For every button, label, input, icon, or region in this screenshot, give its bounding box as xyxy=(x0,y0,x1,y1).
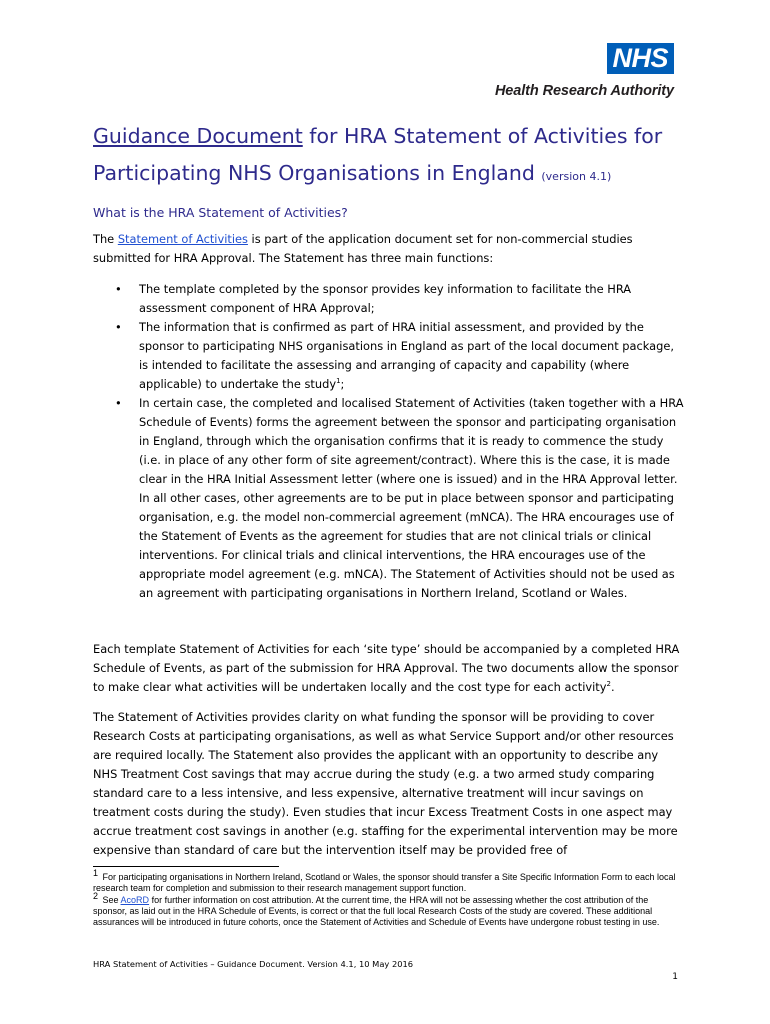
paragraph-text: Each template Statement of Activities for each ‘site type’ should be accompanied by a completed HRA Schedule of Events, as part of the submission for HRA Approval. The two documents allow the sponsor to make clear what activities will be undertaken locally and the cost type for each activity xyxy=(93,642,680,694)
footnotes xyxy=(93,868,683,928)
functions-list xyxy=(93,280,685,603)
list-item-text: The information that is confirmed as part of HRA initial assessment, and provided by the sponsor to participating NHS organisations in England as part of the local document package, is intended to facilitate the assessing and arranging of capacity and capability (where applicable) to undertake the study xyxy=(139,320,675,391)
statement-of-activities-link[interactable]: Statement of Activities xyxy=(117,232,248,246)
paragraph-site-type xyxy=(93,640,685,697)
footnote-ref-1[interactable]: 1 xyxy=(336,377,341,386)
hra-logo xyxy=(464,43,674,99)
title-link[interactable]: Guidance Document xyxy=(93,124,303,148)
footnote-ref-2[interactable]: 2 xyxy=(606,680,611,689)
paragraph-funding: The Statement of Activities provides clarity on what funding the sponsor will be providing to cover Research Costs at participating organisations, as well as what Service Support and/or other resources are required locally. The Statement also provides the applicant with an opportunity to describe any NHS Treatment Cost savings that may accrue during the study (e.g. a two armed study comparing standard care to a less intensive, and less expensive, alternative treatment will incur savings on treatment costs during the study). Even studies that incur Excess Treatment Costs in one aspect may accrue treatment cost savings in another (e.g. staffing for the experimental intervention may be more expensive than standard of care but the intervention itself may be provided free of xyxy=(93,710,678,857)
section-heading: What is the HRA Statement of Activities? xyxy=(93,205,348,220)
nhs-logo-mark: NHS xyxy=(607,43,674,74)
list-item xyxy=(93,280,685,318)
footnote-2 xyxy=(93,890,683,929)
page-footer: HRA Statement of Activities – Guidance Document. Version 4.1, 10 May 2016 xyxy=(93,959,414,969)
bullet-icon: • xyxy=(115,282,122,296)
list-item xyxy=(93,394,685,603)
intro-paragraph xyxy=(93,230,685,268)
footnote-1 xyxy=(93,868,683,895)
title-line1-rest: for HRA Statement of Activities for xyxy=(302,124,663,148)
footnote-text: for further information on cost attribution. At the current time, the HRA will not be assessing whether the cost attribution of the sponsor, as laid out in the HRA Schedule of Events, is correct or that the full local Research Costs of the study are covered. These additional assurances will be introduced in future cohorts, once the Statement of Activities and Schedule of Events have undergone robust testing in use. xyxy=(93,894,660,928)
list-item-suffix: ; xyxy=(340,377,345,391)
page-title xyxy=(93,118,693,195)
title-line2: Participating NHS Organisations in England xyxy=(93,161,535,185)
footnote-divider xyxy=(93,866,279,867)
footnote-number: 2 xyxy=(93,890,99,901)
intro-rest: is part of the application document set for non-commercial studies submitted for HRA Approval. The Statement has three main functions: xyxy=(93,232,633,265)
footnote-text: For participating organisations in Northern Ireland, Scotland or Wales, the sponsor should transfer a Site Specific Information Form to each local research team for completion and submission to their research management support function. xyxy=(93,872,676,894)
logo-org-name: Health Research Authority xyxy=(494,83,674,99)
bullet-icon: • xyxy=(115,396,122,410)
acord-link[interactable]: AcoRD xyxy=(120,894,150,905)
list-item-text: In certain case, the completed and localised Statement of Activities (taken together with a HRA Schedule of Events) forms the agreement between the sponsor and participating organisation in England, through which the organisation confirms that it is ready to commence the study (i.e. in place of any other form of site agreement/contract). Where this is the case, it is made clear in the HRA Initial Assessment letter (where one is issued) and in the HRA Approval letter. In all other cases, other agreements are to be put in place between sponsor and participating organisation, e.g. the model non-commercial agreement (mNCA). The HRA encourages use of the Statement of Events as the agreement for studies that are not clinical trials or clinical interventions. For clinical trials and clinical interventions, the HRA encourages use of the appropriate model agreement (e.g. mNCA). The Statement of Activities should not be used as an agreement with participating organisations in Northern Ireland, Scotland or Wales. xyxy=(139,396,684,600)
page-number: 1 xyxy=(672,972,678,982)
list-item-text: The template completed by the sponsor provides key information to facilitate the HRA assessment component of HRA Approval; xyxy=(139,282,632,315)
bullet-icon: • xyxy=(115,320,122,334)
footnote-prefix: See xyxy=(100,894,121,905)
footnote-number: 1 xyxy=(93,868,99,878)
title-version: (version 4.1) xyxy=(541,170,612,183)
intro-prefix: The xyxy=(93,232,118,246)
paragraph-suffix: . xyxy=(610,680,615,694)
list-item xyxy=(93,318,685,394)
